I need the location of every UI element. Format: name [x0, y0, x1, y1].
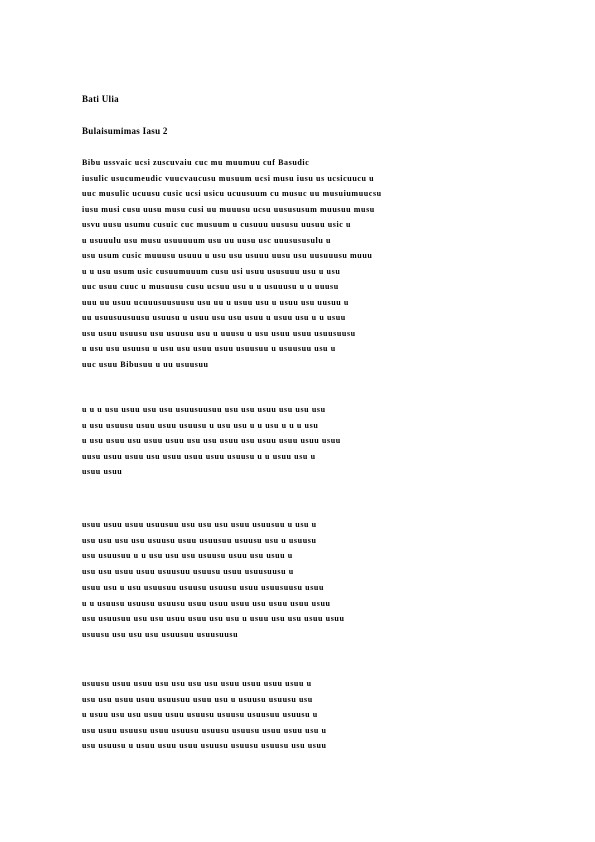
text-line-content: usuu usuu [82, 467, 123, 476]
text-line-content: usu usu usuu usuu usuusuu usuusu usuu usuusuusu u [82, 566, 294, 576]
text-line [82, 446, 512, 462]
text-line-content: uuu uu usuu ucuuusuusuusu usu uu u usuu usu u usuu usu uusuu u [82, 297, 349, 307]
text-line [82, 323, 512, 339]
text-line [82, 152, 512, 168]
text-line [82, 608, 512, 624]
text-line [82, 214, 512, 230]
paragraph [82, 514, 512, 576]
text-line-content: u usuu usu usu usuu usuu usuusu usuusu usuusuu usuusu u [82, 710, 318, 719]
paragraph [82, 673, 512, 751]
text-line-content: usu usuusuu usu usu usuu usuu usu usu u usuu usu usu usuu usuu [82, 614, 345, 623]
text-line-content: uuc musulic ucuusu cusic ucsi usicu ucuusuum cu musuc uu musuiumuucsu [82, 189, 382, 198]
text-line [82, 199, 512, 215]
text-line [82, 307, 512, 323]
text-line [82, 720, 512, 736]
text-line-content: usu usum cusic muuusu usuuu u usu usu usuuu uusu usu uusuuusu muuu [82, 251, 373, 260]
text-line-content: usuu usu u usu usuusuu usuusu usuusu usuu usuusuusu usuu [82, 583, 325, 592]
text-line [82, 230, 512, 246]
text-line-content: u u u usu usuu usu usu usuusuusuu usu usu usuu usu usu usu [82, 405, 326, 414]
text-line [82, 168, 512, 184]
text-line-content: usuu usuu usuu usuusuu usu usu usu usuu usuusuu u usu u [82, 520, 317, 529]
text-line [82, 561, 512, 577]
text-line-content: u usu usu usuusu u usu usu usuu usuu usuusuu u usuusuu usu u [82, 344, 336, 353]
text-line [82, 354, 512, 370]
text-line-content: usu usuu usuusu usuu usuusu usuusu usuusu usuu usuu usu u [82, 725, 327, 735]
document-subheading: Bulaisumimas Iasu 2 [82, 126, 168, 136]
text-line-content: uu usuusuusuusu usuusu u usuu usu usu usuu u usuu usu u u usuu [82, 313, 346, 322]
text-line [82, 338, 512, 354]
paragraph [82, 152, 512, 369]
text-line [82, 577, 512, 593]
text-line [82, 514, 512, 530]
text-line-content: u u usu usum usic cusuumuuum cusu usi usuu ususuuu usu u usu [82, 266, 341, 276]
text-line-content: usu usu usu usu usuusu usuu usuusuu usuusu usu u usuusu [82, 535, 317, 545]
text-line-content: u usu usuu usu usuu usuu usu usu usuu usu usuu usuu usuu usuu [82, 436, 341, 445]
text-line-content: u usuuulu usu musu usuuuuum usu uu uusu usc uuusususulu u [82, 235, 332, 245]
text-line-content: u u usuusu usuusu usuusu usuu usuu usuu usu usuu usuu usuu [82, 598, 331, 608]
text-line [82, 689, 512, 705]
text-line-content: usu usuu usuusu usu usuusu usu u uuusu u usu usuu usuu usuusuusu [82, 328, 356, 338]
text-line [82, 430, 512, 446]
text-line [82, 183, 512, 199]
text-line [82, 545, 512, 561]
text-line [82, 461, 512, 477]
text-line [82, 735, 512, 751]
text-line-content: iusulic usucumeudic vuucvaucusu musuum ucsi musu iusu us ucsicuucu u [82, 173, 375, 183]
text-line-content: usuusu usuu usuu usu usu usu usu usuu usuu usuu usuu u [82, 679, 312, 688]
text-line [82, 704, 512, 720]
text-line-content: usuusu usu usu usu usuusuu usuusuusu [82, 629, 239, 639]
text-line-content: uuc usuu Bibusuu u uu usuusuu [82, 359, 209, 369]
text-line-content: uusu usuu usuu usu usuu usuu usuu usuusu u u usuu usu u [82, 451, 316, 461]
text-line [82, 399, 512, 415]
text-line [82, 624, 512, 640]
text-line [82, 530, 512, 546]
text-line-content: usu usuusu u usuu usuu usuu usuusu usuusu usuusu usu usuu [82, 741, 327, 750]
text-line [82, 415, 512, 431]
text-line [82, 261, 512, 277]
text-line [82, 593, 512, 609]
text-line-content: u usu usuusu usuu usuu usuusu u usu usu u u usu u u u usu [82, 420, 319, 430]
text-line [82, 292, 512, 308]
text-line-content: usu usuusuu u u usu usu usu usuusu usuu usu usuu u [82, 551, 293, 560]
text-line-content: usvu uusu usumu cusuic cuc musuum u cusuuu uususu uusuu usic u [82, 220, 352, 229]
text-line [82, 673, 512, 689]
text-line [82, 276, 512, 292]
paragraph [82, 399, 512, 477]
text-line-content: uuc usuu cuuc u musuusu cusu ucsuu usu u u usuuusu u u uuusu [82, 282, 339, 291]
paragraph [82, 577, 512, 639]
text-line-content: usu usu usuu usuu usuusuu usuu usu u usuusu usuusu usu [82, 694, 313, 704]
text-line-content: iusu musi cusu uusu musu cusi uu muuusu ucsu uusususum muusuu musu [82, 204, 375, 214]
text-line-content: Bibu ussvaic ucsi zuscuvaiu cuc mu muumuu cuf Basudic [82, 158, 310, 167]
document-heading: Bati Ulia [82, 94, 119, 104]
text-line [82, 245, 512, 261]
